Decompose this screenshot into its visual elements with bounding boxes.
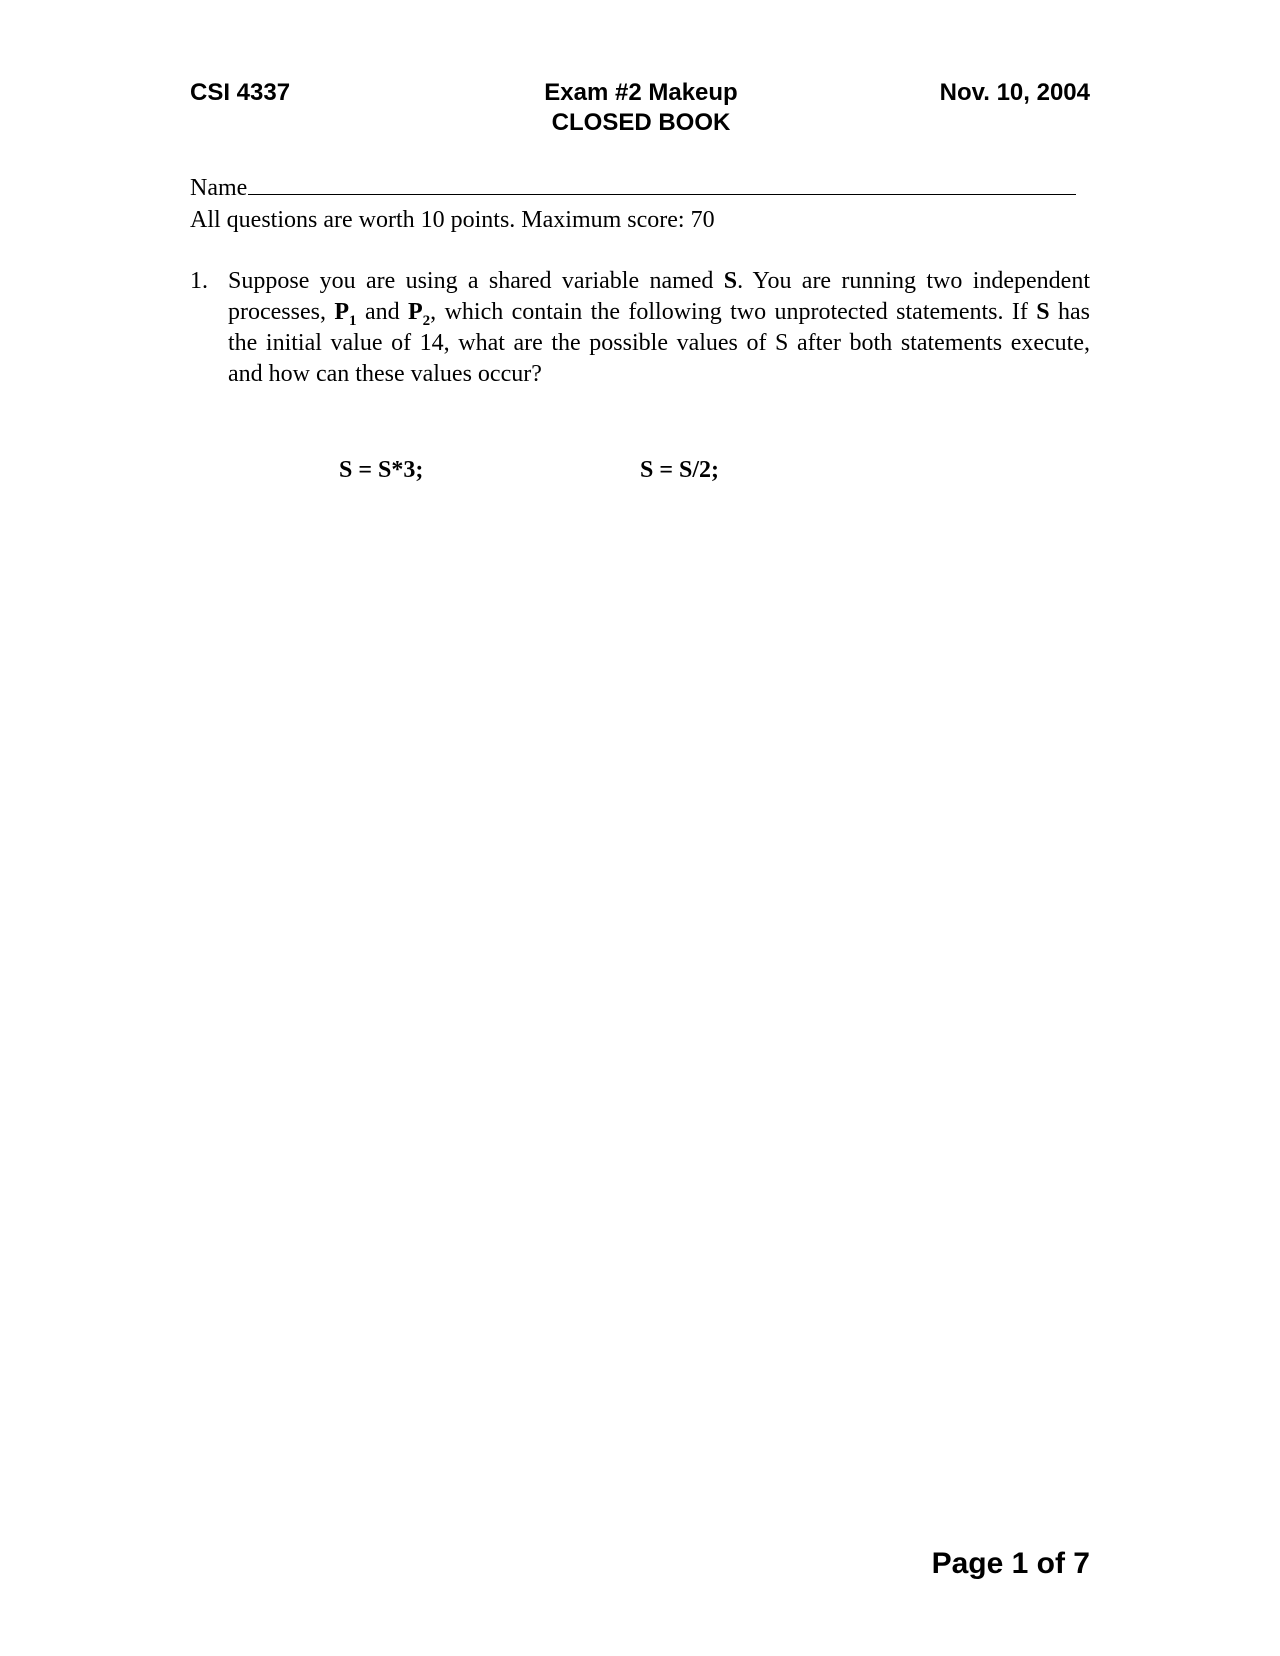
question-number: 1.: [190, 268, 208, 294]
question-text: [228, 266, 1090, 390]
question-text-part: . You are running two independent processes,: [228, 268, 1090, 325]
process-subscript: 1: [349, 312, 357, 329]
name-underline: [248, 172, 1076, 195]
page-number: Page 1 of 7: [931, 1547, 1090, 1580]
exam-title-line2: CLOSED BOOK: [551, 109, 731, 136]
points-note: All questions are worth 10 points. Maximum score: 70: [190, 207, 715, 233]
variable-s: S: [1036, 299, 1050, 325]
process-p2: [408, 299, 431, 329]
exam-date: Nov. 10, 2004: [939, 79, 1090, 106]
exam-title: [541, 78, 741, 138]
process-letter: P: [334, 299, 350, 325]
exam-title-line1: Exam #2 Makeup: [544, 79, 738, 106]
course-code: CSI 4337: [190, 79, 291, 106]
question-text-part: Suppose you are using a shared variable named: [228, 268, 724, 294]
name-label: Name: [190, 175, 248, 201]
process-subscript: 2: [422, 312, 431, 329]
variable-s: S: [723, 268, 738, 294]
process-p1: [334, 299, 357, 329]
statement-p2: S = S/2;: [640, 457, 720, 483]
question-text-part: , which contain the following two unprotected statements. If: [430, 299, 1037, 325]
question-text-part: has the initial value of 14, what are the possible values of S after both statements execute, and how can these values occur?: [228, 299, 1091, 387]
statement-p1: S = S*3;: [339, 457, 424, 483]
question-text-part: and: [356, 299, 408, 325]
process-letter: P: [408, 299, 423, 325]
name-field: [190, 172, 1090, 203]
